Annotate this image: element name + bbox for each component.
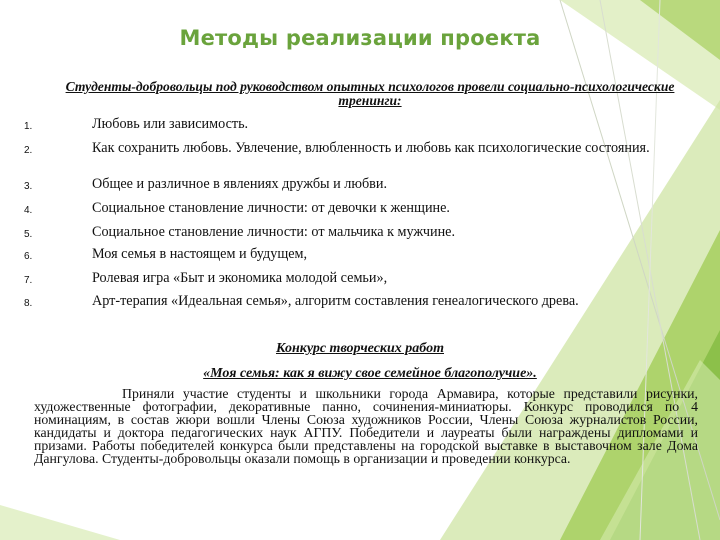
list-item-number: 7. (24, 275, 33, 286)
list-item-text: Арт-терапия «Идеальная семья», алгоритм составления генеалогического древа. (92, 293, 579, 309)
contest-subtitle: «Моя семья: как я вижу свое семейное благополучие». (203, 366, 537, 381)
list-item-text: Общее и различное в явлениях дружбы и любви. (92, 176, 388, 192)
list-item-text: Моя семья в настоящем и будущем, (92, 246, 308, 262)
list-item-text: Любовь или зависимость. (92, 116, 249, 132)
list-item-text: Как сохранить любовь. Увлечение, влюбленность и любовь как психологические состояния. (92, 140, 650, 156)
list-item-text: Социальное становление личности: от девочки к женщине. (92, 200, 450, 216)
list-item-number: 5. (24, 229, 33, 240)
list-item-number: 4. (24, 205, 33, 216)
list-item-number: 3. (24, 181, 33, 192)
trainings-intro: Студенты-добровольцы под руководством опытных психологов провели социально-психологические тренинги: (65, 79, 675, 108)
list-item-text: Ролевая игра «Быт и экономика молодой семьи», (92, 270, 388, 286)
contest-description: Приняли участие студенты и школьники города Армавира, которые представили рисунки, художественные фотографии, декоративные панно, сочинения-миниатюры. Конкурс проводился по 4 номинациям, в состав жюри вошли Члены Союза художников России, Члены Союза журналистов России, кандидаты и доктора педагогических наук АГПУ. Победители и лауреаты были награждены дипломами и призами. Работы победителей конкурса были представлены на городской выставке в выставочном зале Дома Дангулова. Студенты-добровольцы оказали помощь в организации и проведении конкурса. (34, 386, 698, 466)
list-item-text: Социальное становление личности: от мальчика к мужчине. (92, 224, 456, 240)
list-item-number: 6. (24, 251, 33, 262)
list-item-number: 1. (24, 121, 33, 132)
list-item-number: 8. (24, 298, 33, 309)
list-item-number: 2. (24, 145, 33, 156)
page-title: Методы реализации проекта (179, 26, 541, 50)
contest-title: Конкурс творческих работ (275, 341, 444, 356)
